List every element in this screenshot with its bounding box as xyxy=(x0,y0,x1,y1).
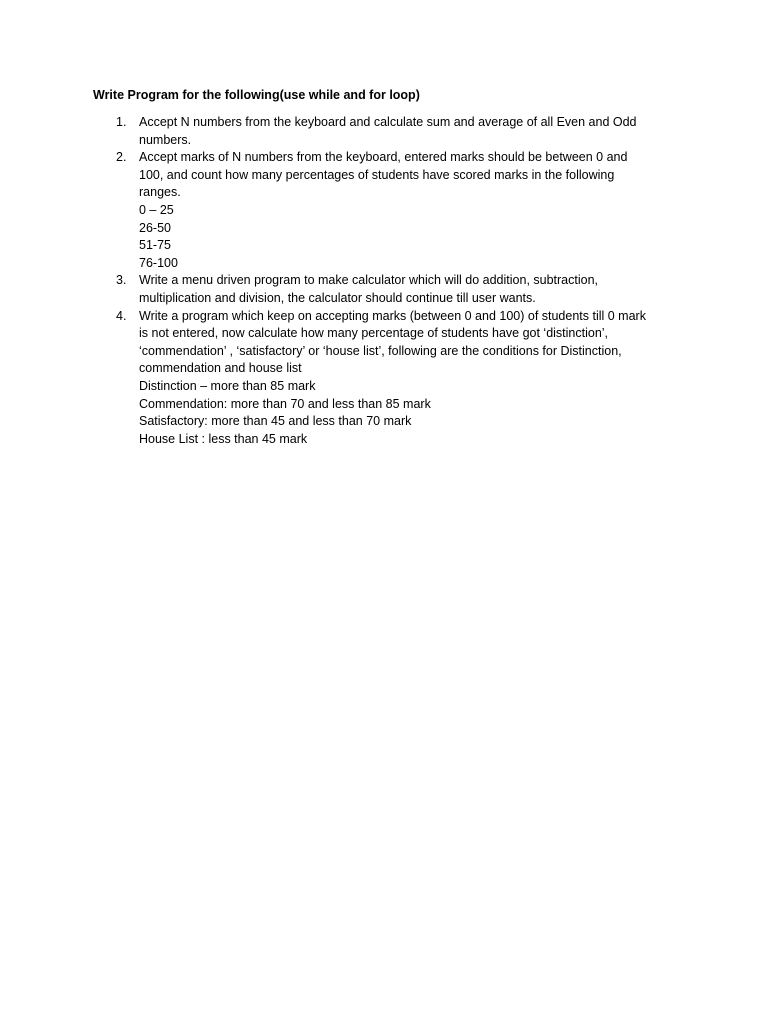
task-text-line: numbers. xyxy=(139,132,192,147)
task-item xyxy=(0,308,700,449)
task-text-line: multiplication and division, the calculator should continue till user wants. xyxy=(139,290,536,305)
task-item xyxy=(0,272,700,307)
task-text-line: Distinction – more than 85 mark xyxy=(139,378,316,393)
task-text-line: is not entered, now calculate how many percentage of students have got ‘distinction’, xyxy=(139,326,609,341)
task-list xyxy=(0,114,700,448)
task-text-line: 100, and count how many percentages of students have scored marks in the following xyxy=(139,167,615,182)
task-text-line: commendation and house list xyxy=(139,361,302,376)
task-text-line: Commendation: more than 70 and less than 85 mark xyxy=(139,396,431,411)
task-text-line: Write a program which keep on accepting marks (between 0 and 100) of students till 0 mark xyxy=(139,308,646,323)
task-item xyxy=(0,114,700,149)
task-number: 1. xyxy=(116,115,127,129)
task-text-line: 26-50 xyxy=(139,220,171,235)
task-text-line: ranges. xyxy=(139,185,181,200)
task-text-line: 51-75 xyxy=(139,238,171,253)
task-text-line: Accept N numbers from the keyboard and calculate sum and average of all Even and Odd xyxy=(139,115,637,129)
task-number: 2. xyxy=(116,150,127,165)
task-text-line: Satisfactory: more than 45 and less than 70 mark xyxy=(139,414,412,429)
task-text-line: Accept marks of N numbers from the keyboard, entered marks should be between 0 and xyxy=(139,150,628,165)
task-item xyxy=(0,149,700,272)
task-text-line: 76-100 xyxy=(139,255,178,270)
task-text-line: 0 – 25 xyxy=(139,202,174,217)
task-text-line: House List : less than 45 mark xyxy=(139,431,308,446)
task-text-line: ‘commendation’ , ‘satisfactory’ or ‘house list’, following are the conditions for Distinction, xyxy=(139,343,622,358)
task-number: 4. xyxy=(116,308,127,323)
task-number: 3. xyxy=(116,273,127,288)
document-heading: Write Program for the following(use while and for loop) xyxy=(93,88,420,102)
task-text-line: Write a menu driven program to make calculator which will do addition, subtraction, xyxy=(139,273,599,288)
